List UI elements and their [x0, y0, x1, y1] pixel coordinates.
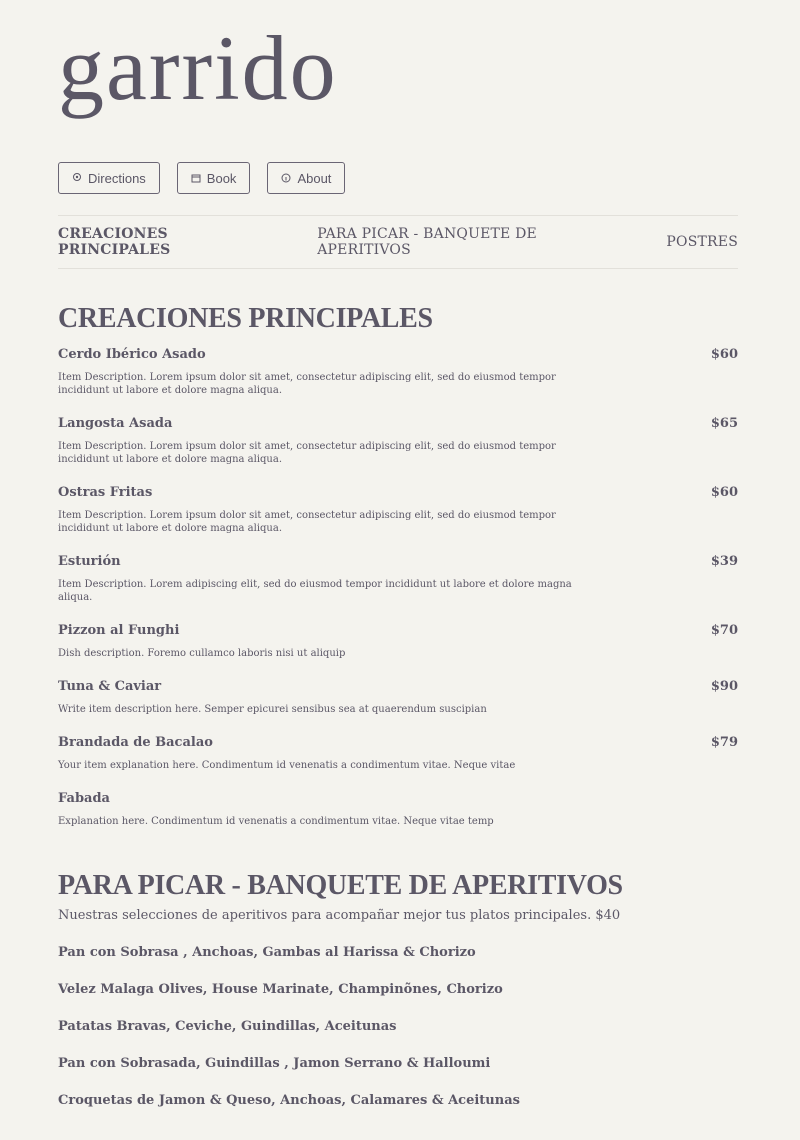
item-name: Fabada: [58, 791, 110, 806]
appetizer-item: Pan con Sobrasada, Guindillas , Jamon Serrano & Halloumi: [58, 1056, 491, 1071]
item-price: $60: [710, 347, 738, 362]
item-price: $39: [710, 554, 738, 569]
tab-para-picar[interactable]: PARA PICAR - BANQUETE DE APERITIVOS: [317, 226, 537, 258]
item-name: Tuna & Caviar: [58, 679, 162, 694]
book-button[interactable]: [177, 162, 251, 194]
item-price: $70: [710, 623, 738, 638]
book-label: Book: [206, 170, 237, 186]
section-title: CREACIONES PRINCIPALES: [58, 303, 433, 334]
menu-items: [58, 347, 738, 828]
section-title: PARA PICAR - BANQUETE DE APERITIVOS: [58, 870, 623, 901]
tab-postres[interactable]: POSTRES: [666, 234, 738, 250]
menu-tabs: [58, 215, 738, 269]
menu-item: [58, 623, 738, 660]
item-price: $90: [710, 679, 738, 694]
item-name: Esturión: [58, 554, 121, 569]
item-name: Langosta Asada: [58, 416, 173, 431]
section-intro: Nuestras selecciones de aperitivos para acompañar mejor tus platos principales. $40: [58, 908, 621, 923]
directions-button[interactable]: [58, 162, 160, 194]
item-price: $65: [710, 416, 738, 431]
menu-item: [58, 735, 738, 772]
item-name: Cerdo Ibérico Asado: [58, 347, 206, 362]
item-description: Your item explanation here. Condimentum id venenatis a condimentum vitae. Neque vitae: [58, 760, 516, 771]
item-name: Pizzon al Funghi: [58, 623, 180, 638]
info-icon: [281, 173, 291, 183]
menu-item: [58, 416, 738, 466]
item-description: Item Description. Lorem ipsum dolor sit amet, consectetur adipiscing elit, sed do eiusmod tempor incididunt ut labore et dolore magna aliqua.: [58, 372, 556, 396]
appetizer-item: Croquetas de Jamon & Queso, Anchoas, Calamares & Aceitunas: [58, 1093, 520, 1108]
item-description: Write item description here. Semper epicurei sensibus sea at quaerendum suscipian: [58, 704, 487, 715]
item-price: $60: [710, 485, 738, 500]
appetizer-list: [58, 945, 738, 1108]
item-description: Dish description. Foremo cullamco laboris nisi ut aliquip: [58, 648, 346, 659]
appetizer-item: Patatas Bravas, Ceviche, Guindillas, Aceitunas: [58, 1019, 397, 1034]
about-label: About: [297, 170, 332, 186]
appetizer-item: Velez Malaga Olives, House Marinate, Champinõnes, Chorizo: [58, 982, 503, 997]
about-button[interactable]: [267, 162, 345, 194]
location-pin-icon: [72, 173, 82, 183]
tab-creaciones-principales[interactable]: CREACIONES PRINCIPALES: [58, 226, 171, 258]
appetizer-item: Pan con Sobrasa , Anchoas, Gambas al Harissa & Chorizo: [58, 945, 476, 960]
menu-item: [58, 485, 738, 535]
item-name: Ostras Fritas: [58, 485, 153, 500]
directions-label: Directions: [88, 170, 146, 186]
menu-item: [58, 554, 738, 604]
item-description: Item Description. Lorem adipiscing elit, sed do eiusmod tempor incididunt ut labore et dolore magna aliqua.: [58, 579, 572, 603]
menu-item: [58, 347, 738, 397]
action-buttons: [58, 162, 738, 194]
item-description: Explanation here. Condimentum id venenatis a condimentum vitae. Neque vitae temp: [58, 816, 494, 827]
calendar-icon: [191, 173, 201, 183]
item-description: Item Description. Lorem ipsum dolor sit amet, consectetur adipiscing elit, sed do eiusmod tempor incididunt ut labore et dolore magna aliqua.: [58, 510, 556, 534]
menu-item: [58, 679, 738, 716]
item-name: Brandada de Bacalao: [58, 735, 213, 750]
item-description: Item Description. Lorem ipsum dolor sit amet, consectetur adipiscing elit, sed do eiusmod tempor incididunt ut labore et dolore magna aliqua.: [58, 441, 556, 465]
item-price: $79: [710, 735, 738, 750]
logo[interactable]: garrido: [58, 17, 338, 119]
menu-item: [58, 791, 738, 828]
